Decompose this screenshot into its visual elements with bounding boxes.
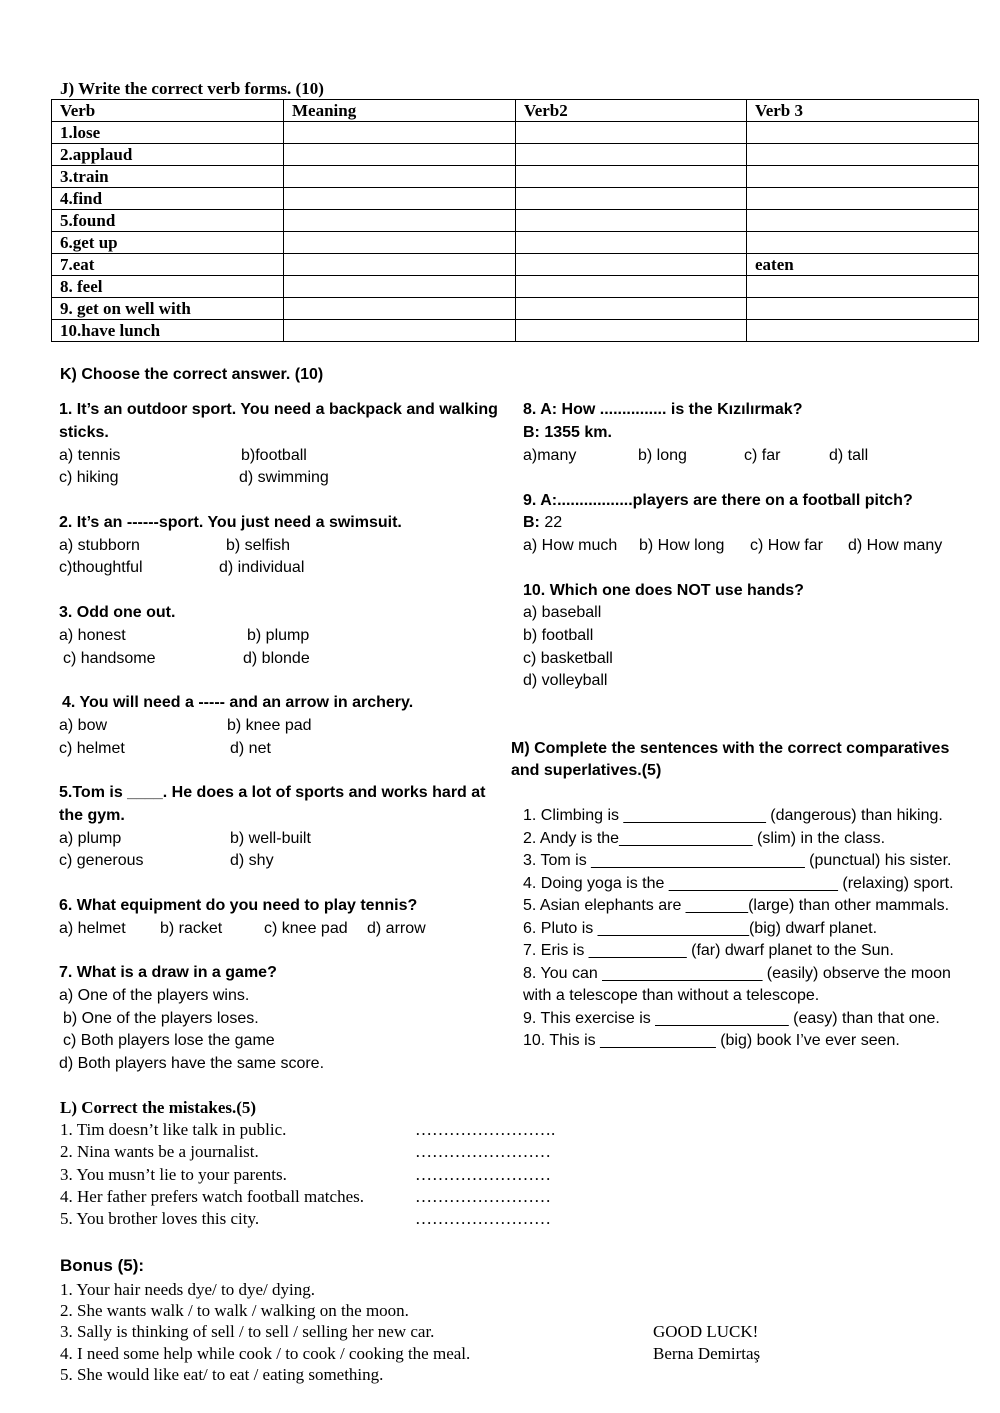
q7-text: 7. What is a draw in a game? <box>59 964 277 981</box>
verb3-cell[interactable] <box>747 188 979 210</box>
q10-option-b: b) football <box>523 627 594 644</box>
table-row <box>52 276 979 298</box>
verb3-cell[interactable] <box>747 166 979 188</box>
q1-option-a: a) tennis <box>59 447 121 464</box>
q6-option-a: a) helmet <box>59 920 126 937</box>
m-item-2: 2. Andy is the_______________ (slim) in the class. <box>523 830 886 847</box>
table-row <box>52 122 979 144</box>
bonus-item-4: 4. I need some help while cook / to cook / cooking the meal. <box>60 1344 471 1363</box>
meaning-cell[interactable] <box>284 320 516 342</box>
q9-text: 9. A:.................players are there on a football pitch? <box>523 492 913 509</box>
verb2-cell[interactable] <box>516 210 747 232</box>
q1-option-d: d) swimming <box>239 469 329 486</box>
verb3-cell[interactable] <box>747 276 979 298</box>
table-row <box>52 188 979 210</box>
q3-text: 3. Odd one out. <box>59 604 176 621</box>
verb-forms-table <box>51 99 979 342</box>
m-item-9: 9. This exercise is _______________ (easy) than that one. <box>523 1010 940 1027</box>
m-item-5: 5. Asian elephants are _______(large) than other mammals. <box>523 897 950 914</box>
bonus-title: Bonus (5): <box>60 1256 145 1275</box>
q10-text: 10. Which one does NOT use hands? <box>523 582 804 599</box>
verb2-cell[interactable] <box>516 320 747 342</box>
meaning-cell[interactable] <box>284 276 516 298</box>
meaning-cell[interactable] <box>284 122 516 144</box>
q9-answer-label: B: <box>523 514 540 531</box>
q8-option-a: a)many <box>523 447 577 464</box>
table-row <box>52 166 979 188</box>
verb2-cell[interactable] <box>516 276 747 298</box>
q1-text: 1. It’s an outdoor sport. You need a backpack and walking <box>59 401 498 418</box>
q8-option-b: b) long <box>638 447 687 464</box>
table-row <box>52 254 979 276</box>
l-item-5: 5. You brother loves this city. <box>60 1209 260 1228</box>
l-item-4: 4. Her father prefers watch football matches. <box>60 1187 364 1206</box>
q7-option-b: b) One of the players loses. <box>63 1010 259 1027</box>
q9-option-a: a) How much <box>523 537 618 554</box>
q9-answer-value: 22 <box>544 514 563 531</box>
l-item-1-blank: ……………………. <box>415 1120 556 1139</box>
header-verb3: Verb 3 <box>747 100 979 122</box>
verb-cell: 8. feel <box>52 276 284 298</box>
verb-cell: 5.found <box>52 210 284 232</box>
verb2-cell[interactable] <box>516 188 747 210</box>
q5-option-d: d) shy <box>230 852 274 869</box>
q2-option-d: d) individual <box>219 559 305 576</box>
q6-option-c: c) knee pad <box>264 920 348 937</box>
table-row <box>52 210 979 232</box>
q6-option-d: d) arrow <box>367 920 426 937</box>
verb2-cell[interactable] <box>516 122 747 144</box>
table-row <box>52 232 979 254</box>
section-j-title: J) Write the correct verb forms. (10) <box>60 79 324 98</box>
verb3-cell[interactable] <box>747 122 979 144</box>
q10-option-d: d) volleyball <box>523 672 608 689</box>
q8-answer-line: B: 1355 km. <box>523 424 612 441</box>
verb3-cell[interactable] <box>747 320 979 342</box>
q4-option-b: b) knee pad <box>227 717 312 734</box>
l-item-2-blank: …………………… <box>415 1142 551 1161</box>
good-luck: GOOD LUCK! <box>653 1322 759 1341</box>
q4-option-c: c) helmet <box>59 740 125 757</box>
verb-cell: 4.find <box>52 188 284 210</box>
meaning-cell[interactable] <box>284 232 516 254</box>
author-name: Berna Demirtaş <box>653 1344 761 1363</box>
verb-cell: 1.lose <box>52 122 284 144</box>
q1-option-b: b)football <box>241 447 307 464</box>
l-item-3: 3. You musn’t lie to your parents. <box>60 1165 287 1184</box>
section-m-title-cont: and superlatives.(5) <box>511 762 662 779</box>
meaning-cell[interactable] <box>284 210 516 232</box>
q9-option-c: c) How far <box>750 537 823 554</box>
q3-option-d: d) blonde <box>243 650 310 667</box>
verb2-cell[interactable] <box>516 232 747 254</box>
q8-option-c: c) far <box>744 447 781 464</box>
q10-option-c: c) basketball <box>523 650 613 667</box>
l-item-2: 2. Nina wants be a journalist. <box>60 1142 259 1161</box>
table-row <box>52 144 979 166</box>
q7-option-a: a) One of the players wins. <box>59 987 250 1004</box>
verb-cell: 3.train <box>52 166 284 188</box>
verb3-cell[interactable] <box>747 298 979 320</box>
l-item-1: 1. Tim doesn’t like talk in public. <box>60 1120 287 1139</box>
q5-text-cont: the gym. <box>59 807 125 824</box>
q9-option-b: b) How long <box>639 537 725 554</box>
section-k-title: K) Choose the correct answer. (10) <box>60 366 324 383</box>
bonus-item-5: 5. She would like eat/ to eat / eating something. <box>60 1365 384 1384</box>
q9-option-d: d) How many <box>848 537 943 554</box>
q4-option-d: d) net <box>230 740 271 757</box>
m-item-6: 6. Pluto is _________________(big) dwarf planet. <box>523 920 878 937</box>
q2-text: 2. It’s an ------sport. You just need a swimsuit. <box>59 514 402 531</box>
q2-option-a: a) stubborn <box>59 537 140 554</box>
q6-text: 6. What equipment do you need to play tennis? <box>59 897 418 914</box>
q3-option-a: a) honest <box>59 627 126 644</box>
meaning-cell[interactable] <box>284 166 516 188</box>
m-item-4: 4. Doing yoga is the ___________________ (relaxing) sport. <box>523 875 954 892</box>
m-item-8: 8. You can __________________ (easily) observe the moon <box>523 965 951 982</box>
q1-option-c: c) hiking <box>59 469 119 486</box>
meaning-cell[interactable] <box>284 144 516 166</box>
m-item-8-cont: with a telescope than without a telescope. <box>523 987 820 1004</box>
m-item-3: 3. Tom is ________________________ (punctual) his sister. <box>523 852 952 869</box>
q10-option-a: a) baseball <box>523 604 602 621</box>
bonus-item-2: 2. She wants walk / to walk / walking on the moon. <box>60 1301 409 1320</box>
verb3-cell[interactable] <box>747 232 979 254</box>
header-verb: Verb <box>52 100 284 122</box>
table-header-row <box>52 100 979 122</box>
meaning-cell[interactable] <box>284 298 516 320</box>
meaning-cell[interactable] <box>284 188 516 210</box>
m-item-1: 1. Climbing is ________________ (dangerous) than hiking. <box>523 807 943 824</box>
q3-option-b: b) plump <box>247 627 310 644</box>
verb2-cell[interactable] <box>516 254 747 276</box>
q7-option-d: d) Both players have the same score. <box>59 1055 325 1072</box>
q6-option-b: b) racket <box>160 920 223 937</box>
verb-cell: 9. get on well with <box>52 298 284 320</box>
m-item-10: 10. This is _____________ (big) book I’ve ever seen. <box>523 1032 900 1049</box>
q4-option-a: a) bow <box>59 717 108 734</box>
q9-answer-line <box>523 514 562 532</box>
l-item-5-blank: …………………… <box>415 1209 551 1228</box>
verb3-cell[interactable] <box>747 210 979 232</box>
q2-option-b: b) selfish <box>226 537 291 554</box>
l-item-3-blank: …………………… <box>415 1165 551 1184</box>
table-row <box>52 298 979 320</box>
verb3-cell[interactable] <box>747 144 979 166</box>
verb-cell: 6.get up <box>52 232 284 254</box>
verb-cell: 7.eat <box>52 254 284 276</box>
verb2-cell[interactable] <box>516 298 747 320</box>
verb-cell: 10.have lunch <box>52 320 284 342</box>
table-row <box>52 320 979 342</box>
q5-text: 5.Tom is ____. He does a lot of sports and works hard at <box>59 784 486 801</box>
q7-option-c: c) Both players lose the game <box>63 1032 275 1049</box>
header-verb2: Verb2 <box>516 100 747 122</box>
verb-cell: 2.applaud <box>52 144 284 166</box>
q8-text: 8. A: How ............... is the Kızılırmak? <box>523 401 803 418</box>
q1-text-cont: sticks. <box>59 424 109 441</box>
header-meaning: Meaning <box>284 100 516 122</box>
q5-option-c: c) generous <box>59 852 144 869</box>
q5-option-a: a) plump <box>59 830 122 847</box>
verb2-cell[interactable] <box>516 166 747 188</box>
q2-option-c: c)thoughtful <box>59 559 143 576</box>
m-item-7: 7. Eris is ___________ (far) dwarf planet to the Sun. <box>523 942 894 959</box>
l-item-4-blank: …………………… <box>415 1187 551 1206</box>
q3-option-c: c) handsome <box>63 650 156 667</box>
section-m-title: M) Complete the sentences with the correct comparatives <box>511 740 950 757</box>
q4-text: 4. You will need a ----- and an arrow in archery. <box>62 694 414 711</box>
bonus-item-1: 1. Your hair needs dye/ to dye/ dying. <box>60 1280 315 1299</box>
meaning-cell[interactable] <box>284 254 516 276</box>
q5-option-b: b) well-built <box>230 830 311 847</box>
section-l-title: L) Correct the mistakes.(5) <box>60 1098 257 1117</box>
verb3-cell[interactable]: eaten <box>747 254 979 276</box>
q8-option-d: d) tall <box>829 447 869 464</box>
verb2-cell[interactable] <box>516 144 747 166</box>
bonus-item-3: 3. Sally is thinking of sell / to sell / selling her new car. <box>60 1322 435 1341</box>
